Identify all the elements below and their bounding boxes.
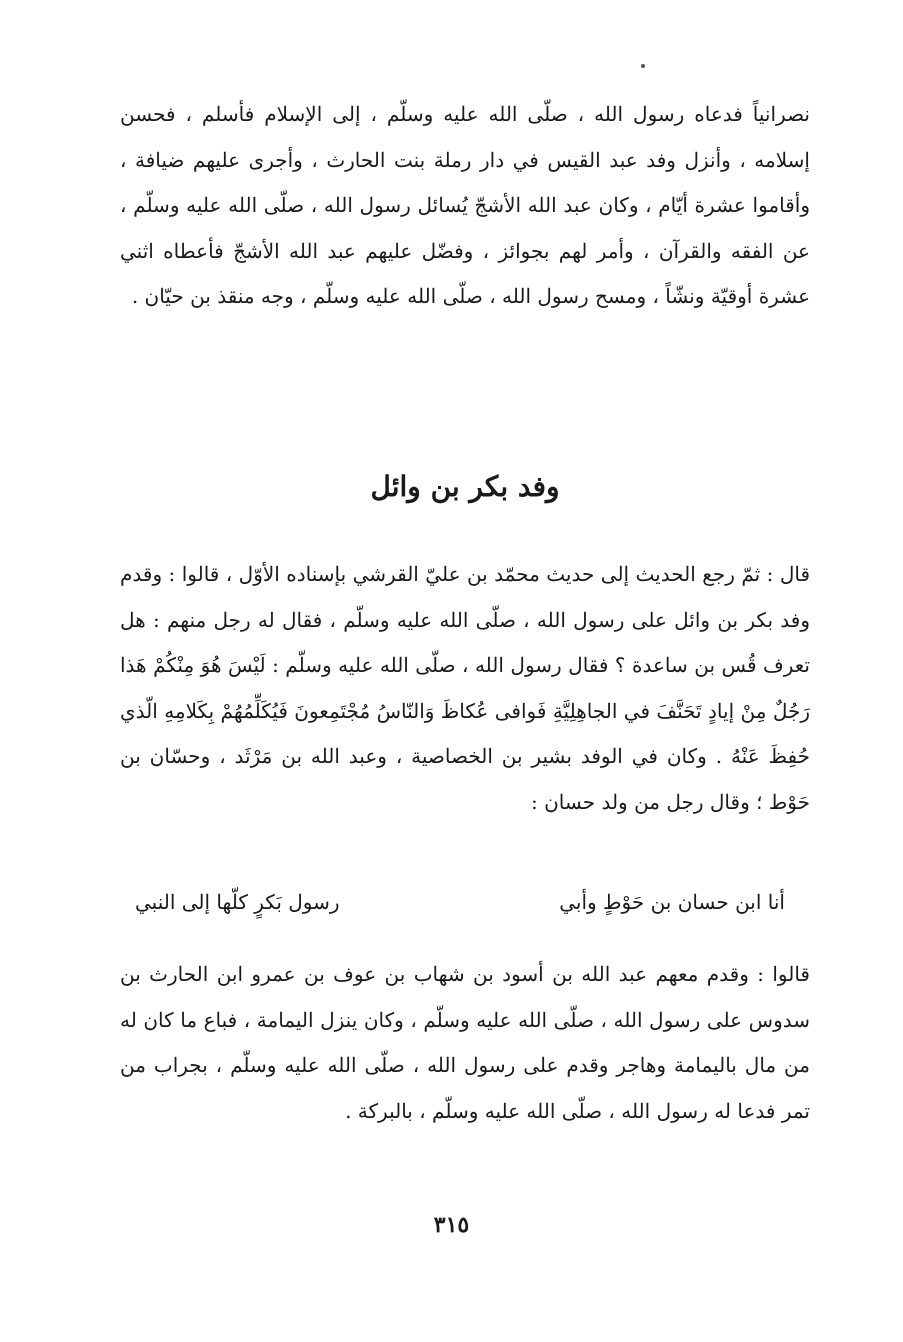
page-number: ٣١٥ (433, 1212, 470, 1238)
poetry-verse (135, 880, 785, 925)
verse-second-hemistich: رسول بَكرٍ كلّها إلى النبي (135, 890, 340, 914)
paragraph-abd-allah-ibn-aswad: قالوا : وقدم معهم عبد الله بن أسود بن شهاب بن عوف بن عمرو ابن الحارث بن سدوس على رسول الله ، صلّى الله عليه وسلّم ، وكان ينزل اليمامة ، فباع ما كان له من مال باليمامة وهاجر وقدم على رسول الله ، صلّى الله عليه وسلّم ، بجراب من تمر فدعا له رسول الله ، صلّى الله عليه وسلّم ، بالبركة . (120, 962, 810, 1123)
paragraph-wafd-bakr-intro: قال : ثمّ رجع الحديث إلى حديث محمّد بن عليّ القرشي بإسناده الأوّل ، قالوا : وقدم وفد بكر بن وائل على رسول الله ، صلّى الله عليه وسلّم ، فقال له رجل منهم : هل تعرف قُس بن ساعدة ؟ فقال رسول الله ، صلّى الله عليه وسلّم : لَيْسَ هُوَ مِنْكُمْ هَذا رَجُلٌ مِنْ إيادٍ تَحَنَّفَ في الجاهِلِيَّةِ فَوافى عُكاظَ وَالنّاسُ مُجْتَمِعونَ فَيُكَلِّمُهُمْ بِكَلامِهِ الّذي حُفِظَ عَنْهُ . وكان في الوفد بشير بن الخصاصية ، وعبد الله بن مَرْثَد ، وحسّان بن حَوْط ؛ وقال رجل من ولد حسان : (120, 562, 810, 814)
page-speck (641, 64, 645, 68)
paragraph-wafd-abd-al-qays-end: نصرانياً فدعاه رسول الله ، صلّى الله عليه وسلّم ، إلى الإسلام فأسلم ، فحسن إسلامه ، وأنزل وفد عبد القيس في دار رملة بنت الحارث ، وأجرى عليهم ضيافة ، وأقاموا عشرة أيّام ، وكان عبد الله الأشجّ يُسائل رسول الله ، صلّى الله عليه وسلّم ، عن الفقه والقرآن ، وأمر لهم بجوائز ، وفضّل عليهم عبد الله الأشجّ فأعطاه اثني عشرة أوقيّة ونشّاً ، ومسح رسول الله ، صلّى الله عليه وسلّم ، وجه منقذ بن حيّان . (120, 102, 810, 308)
verse-first-hemistich: أنا ابن حسان بن حَوْطٍ وأبي (559, 890, 785, 914)
section-heading: وفد بكر بن وائل (370, 470, 560, 503)
